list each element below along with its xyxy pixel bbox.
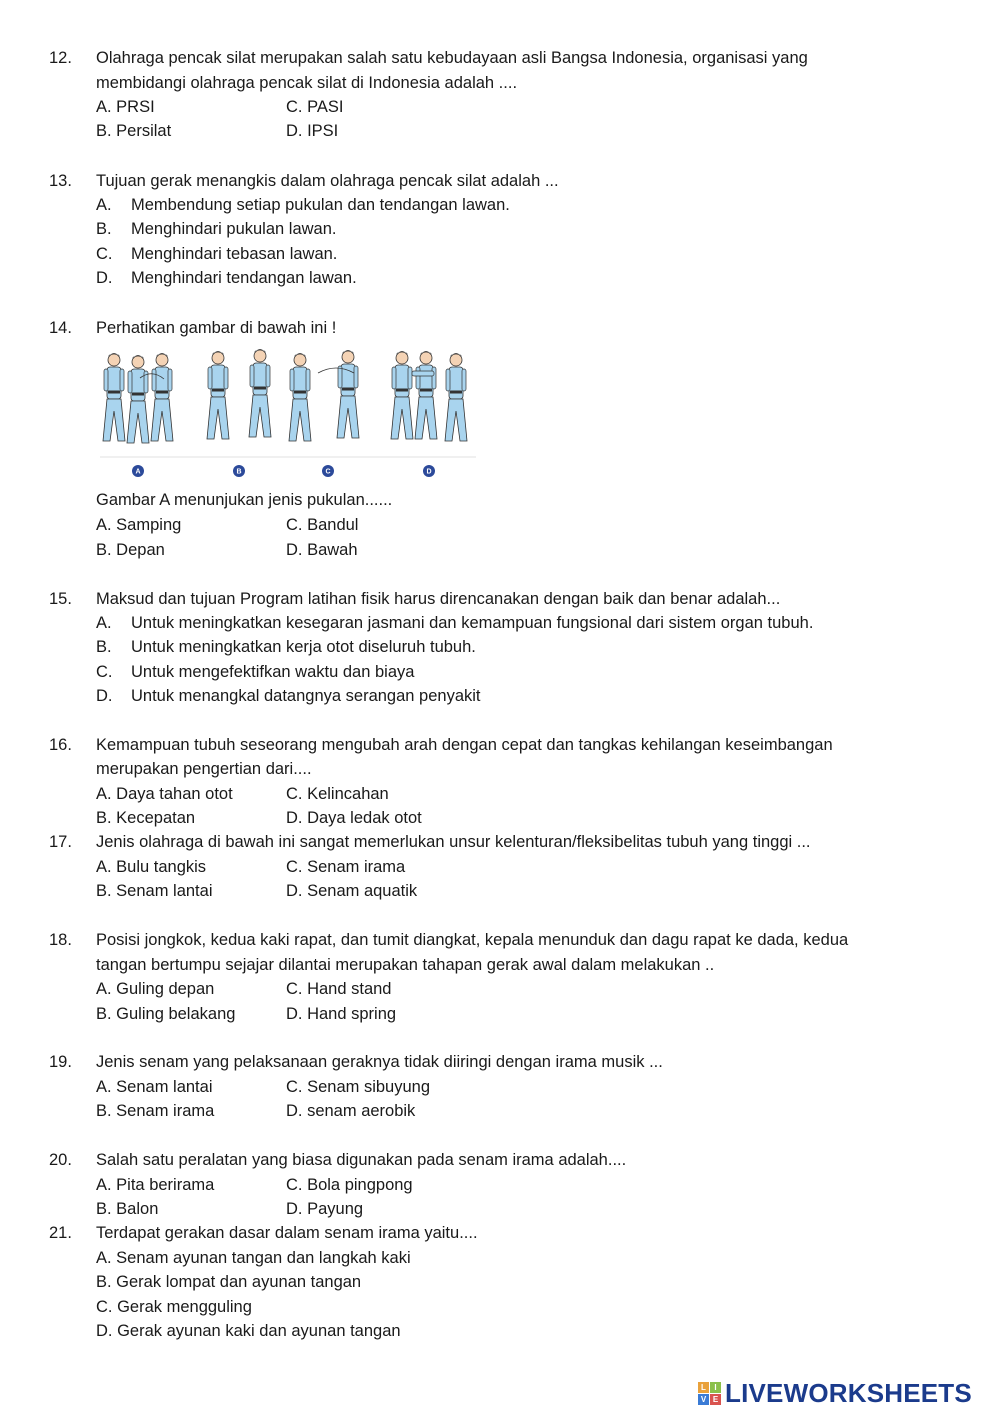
- question-text: Posisi jongkok, kedua kaki rapat, dan tumit diangkat, kepala menunduk dan dagu rapat ke dada, kedua: [96, 931, 849, 949]
- figure-b2: [249, 349, 271, 437]
- option-b[interactable]: B. Senam lantai: [96, 882, 213, 900]
- option-d[interactable]: D. Hand spring: [286, 1005, 397, 1023]
- option-label: A.: [96, 196, 112, 214]
- option-label: A.: [96, 614, 112, 632]
- option-b[interactable]: B. Balon: [96, 1200, 159, 1218]
- option-c[interactable]: C. Bola pingpong: [286, 1176, 413, 1194]
- option-label: D.: [96, 687, 113, 705]
- figure-c1: [289, 353, 311, 441]
- badge-d-label: D: [426, 468, 432, 476]
- badge-b-label: B: [236, 468, 242, 476]
- option-b[interactable]: B. Persilat: [96, 122, 172, 140]
- figure-a3: [151, 353, 173, 441]
- option-d[interactable]: Untuk menangkal datangnya serangan penyakit: [131, 687, 481, 705]
- option-b[interactable]: B. Kecepatan: [96, 809, 196, 827]
- punch-arm: [412, 371, 434, 376]
- question-text: merupakan pengertian dari....: [96, 760, 312, 778]
- option-b[interactable]: B. Gerak lompat dan ayunan tangan: [96, 1273, 362, 1291]
- figure-caption: Gambar A menunjukan jenis pukulan......: [96, 491, 393, 509]
- option-c[interactable]: C. Hand stand: [286, 980, 392, 998]
- option-c[interactable]: Menghindari tebasan lawan.: [131, 245, 338, 263]
- logo-text: LIVEWORKSHEETS: [725, 1377, 972, 1408]
- question-text: Kemampuan tubuh seseorang mengubah arah dengan cepat dan tangkas kehilangan keseimbangan: [96, 736, 833, 754]
- option-c[interactable]: C. PASI: [286, 98, 344, 116]
- question-text: Perhatikan gambar di bawah ini !: [96, 319, 337, 337]
- option-b[interactable]: B. Senam irama: [96, 1102, 215, 1120]
- option-label: C.: [96, 245, 113, 263]
- question-number: 18.: [49, 931, 72, 949]
- option-d[interactable]: D. Bawah: [286, 541, 358, 559]
- badge-a-label: A: [135, 468, 141, 476]
- option-c[interactable]: C. Senam irama: [286, 858, 406, 876]
- question-number: 17.: [49, 833, 72, 851]
- option-a[interactable]: Membendung setiap pukulan dan tendangan lawan.: [131, 196, 510, 214]
- question-number: 14.: [49, 319, 72, 337]
- question-number: 15.: [49, 590, 72, 608]
- option-c[interactable]: Untuk mengefektifkan waktu dan biaya: [131, 663, 415, 681]
- question-text: Salah satu peralatan yang biasa digunakan pada senam irama adalah....: [96, 1151, 627, 1169]
- question-number: 16.: [49, 736, 72, 754]
- figure-c2: [337, 350, 359, 438]
- option-b[interactable]: B. Depan: [96, 541, 165, 559]
- option-a[interactable]: Untuk meningkatkan kesegaran jasmani dan kemampuan fungsional dari sistem organ tubuh.: [131, 614, 814, 632]
- option-label: B.: [96, 220, 112, 238]
- question-text: Jenis olahraga di bawah ini sangat memerlukan unsur kelenturan/fleksibelitas tubuh yang tinggi ...: [96, 833, 811, 851]
- question-text: Tujuan gerak menangkis dalam olahraga pencak silat adalah ...: [96, 172, 559, 190]
- option-a[interactable]: A. Senam ayunan tangan dan langkah kaki: [96, 1249, 411, 1267]
- option-b[interactable]: B. Guling belakang: [96, 1005, 236, 1023]
- liveworksheets-logo[interactable]: [698, 1378, 972, 1408]
- question-number: 12.: [49, 49, 72, 67]
- option-label: C.: [96, 663, 113, 681]
- question-text: membidangi olahraga pencak silat di Indonesia adalah ....: [96, 74, 518, 92]
- option-a[interactable]: A. Samping: [96, 516, 182, 534]
- logo-mark-icon: L I V E: [698, 1382, 721, 1405]
- question-number: 21.: [49, 1224, 72, 1242]
- figure-a2: [127, 355, 149, 443]
- option-c[interactable]: C. Kelincahan: [286, 785, 389, 803]
- option-a[interactable]: A. Bulu tangkis: [96, 858, 207, 876]
- option-label: B.: [96, 638, 112, 656]
- question-text: Terdapat gerakan dasar dalam senam irama yaitu....: [96, 1224, 478, 1242]
- option-label: D.: [96, 269, 113, 287]
- question-number: 13.: [49, 172, 72, 190]
- option-b[interactable]: Untuk meningkatkan kerja otot diseluruh tubuh.: [131, 638, 476, 656]
- option-d[interactable]: D. senam aerobik: [286, 1102, 416, 1120]
- question-text: Jenis senam yang pelaksanaan geraknya tidak diiringi dengan irama musik ...: [96, 1053, 663, 1071]
- option-d[interactable]: Menghindari tendangan lawan.: [131, 269, 357, 287]
- option-a[interactable]: A. Daya tahan otot: [96, 785, 233, 803]
- option-c[interactable]: C. Gerak mengguling: [96, 1298, 252, 1316]
- question-text: Maksud dan tujuan Program latihan fisik harus direncanakan dengan baik dan benar adalah...: [96, 590, 781, 608]
- option-c[interactable]: C. Bandul: [286, 516, 359, 534]
- option-d[interactable]: D. Gerak ayunan kaki dan ayunan tangan: [96, 1322, 401, 1340]
- figure-d1: [391, 351, 413, 439]
- option-d[interactable]: D. Payung: [286, 1200, 364, 1218]
- option-a[interactable]: A. Senam lantai: [96, 1078, 213, 1096]
- option-a[interactable]: A. Pita berirama: [96, 1176, 215, 1194]
- figure-d3: [445, 353, 467, 441]
- question-text: Olahraga pencak silat merupakan salah satu kebudayaan asli Bangsa Indonesia, organisasi yang: [96, 49, 808, 67]
- option-d[interactable]: D. Daya ledak otot: [286, 809, 422, 827]
- question-number: 19.: [49, 1053, 72, 1071]
- pencak-silat-punch-illustration: [100, 343, 478, 483]
- option-b[interactable]: Menghindari pukulan lawan.: [131, 220, 337, 238]
- figure-b1: [207, 351, 229, 439]
- question-number: 20.: [49, 1151, 72, 1169]
- question-text: tangan bertumpu sejajar dilantai merupakan tahapan gerak awal dalam melakukan ..: [96, 956, 715, 974]
- badge-c-label: C: [325, 468, 331, 476]
- figure-a1: [103, 353, 125, 441]
- option-c[interactable]: C. Senam sibuyung: [286, 1078, 430, 1096]
- option-a[interactable]: A. Guling depan: [96, 980, 215, 998]
- option-a[interactable]: A. PRSI: [96, 98, 155, 116]
- option-d[interactable]: D. IPSI: [286, 122, 339, 140]
- figure-d2: [415, 351, 437, 439]
- option-d[interactable]: D. Senam aquatik: [286, 882, 418, 900]
